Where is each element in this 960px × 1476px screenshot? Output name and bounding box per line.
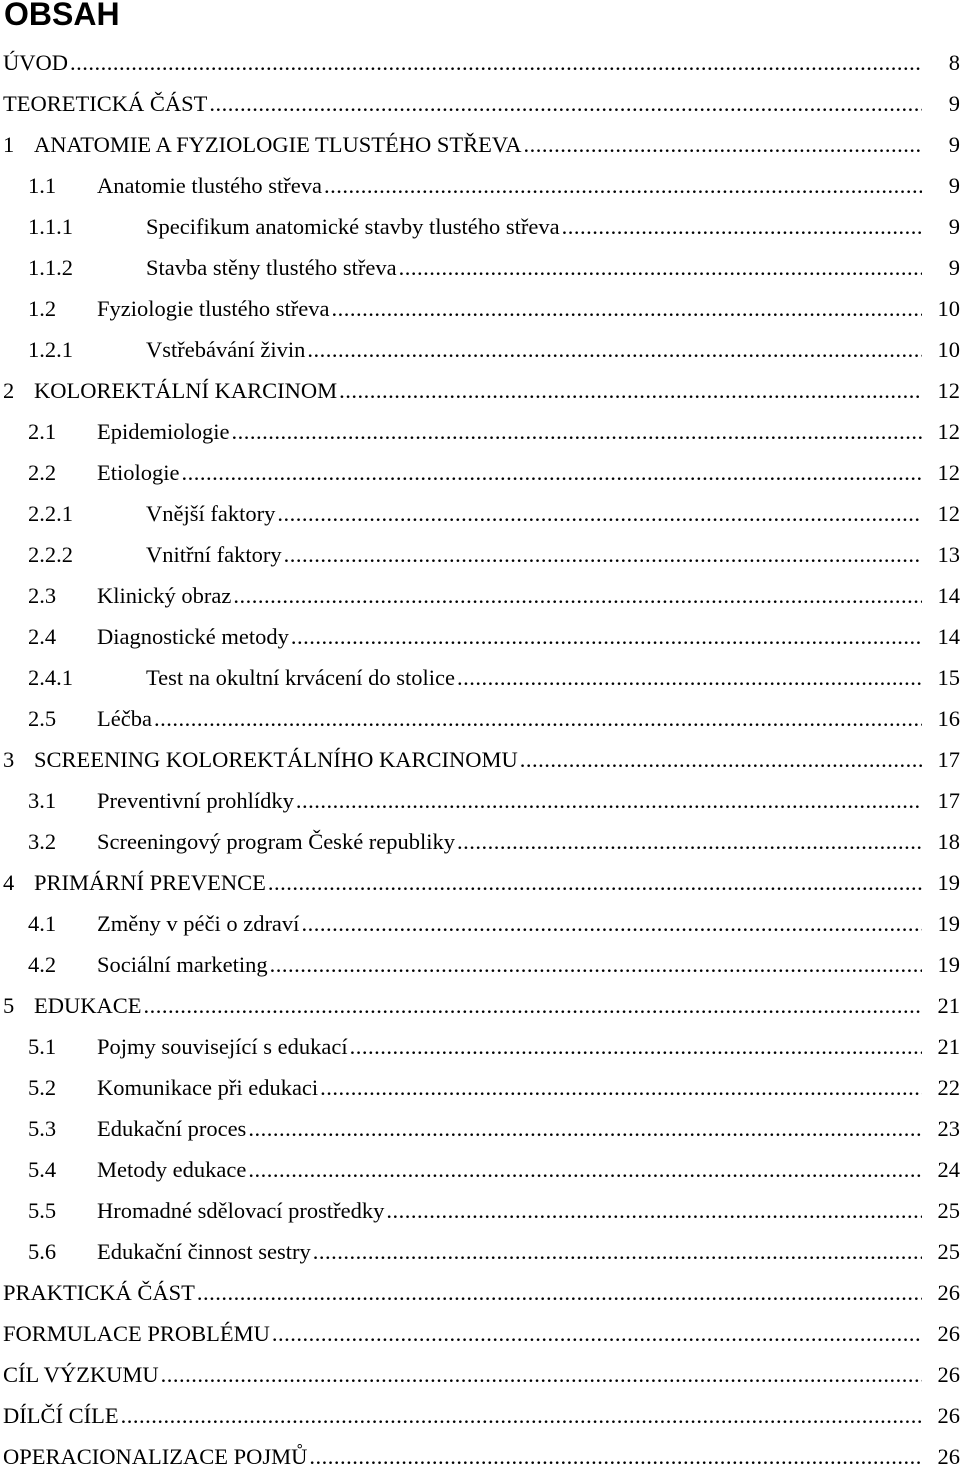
toc-entry-label: Komunikace při edukaci	[97, 1073, 320, 1103]
toc-entry-label: Stavba stěny tlustého střeva	[146, 253, 399, 283]
toc-entry-label: Diagnostické metody	[97, 622, 291, 652]
toc-entry-label: EDUKACE	[34, 991, 144, 1021]
dot-leader	[272, 1319, 922, 1349]
toc-entry-page-number: 12	[937, 460, 960, 485]
toc-entry-page-number: 14	[937, 624, 960, 649]
toc-entry[interactable]	[0, 458, 960, 488]
toc-entry-leader	[3, 1319, 922, 1349]
toc-entry-page-number: 21	[937, 1034, 960, 1059]
dot-leader	[309, 1442, 922, 1472]
toc-entry-leader	[97, 171, 922, 201]
toc-entry-number: 5.5	[28, 1198, 57, 1223]
toc-entry-leader	[146, 335, 922, 365]
dot-leader	[313, 1237, 922, 1267]
toc-entry-page-number: 9	[948, 91, 960, 116]
toc-entry-label: OPERACIONALIZACE POJMŮ	[3, 1442, 309, 1472]
dot-leader	[301, 909, 922, 939]
toc-entry-page-number: 12	[937, 378, 960, 403]
toc-entry-number: 2.4	[28, 624, 57, 649]
toc-entry-page-number: 9	[948, 173, 960, 198]
toc-entry-leader	[97, 827, 922, 857]
toc-entry-leader	[97, 909, 922, 939]
dot-leader	[291, 622, 922, 652]
toc-entry-leader	[146, 540, 922, 570]
toc-entry-leader	[3, 1360, 922, 1390]
toc-entry[interactable]	[0, 868, 960, 898]
dot-leader	[277, 499, 922, 529]
toc-entry-number: 2.2.1	[28, 501, 73, 526]
toc-entry-page-number: 18	[937, 829, 960, 854]
toc-entry-label: Anatomie tlustého střeva	[97, 171, 324, 201]
toc-entry-leader	[146, 663, 922, 693]
toc-entry-leader	[97, 1155, 922, 1185]
toc-entry-label: SCREENING KOLOREKTÁLNÍHO KARCINOMU	[34, 745, 520, 775]
toc-entry-leader	[34, 130, 922, 160]
dot-leader	[231, 417, 922, 447]
toc-entry-number: 1.2.1	[28, 337, 73, 362]
toc-entry-label: Edukační činnost sestry	[97, 1237, 313, 1267]
dot-leader	[296, 786, 922, 816]
toc-entry-page-number: 12	[937, 419, 960, 444]
toc-entry-leader	[3, 1442, 922, 1472]
toc-entry-leader	[3, 1401, 922, 1431]
toc-entry-number: 5.3	[28, 1116, 57, 1141]
dot-leader	[144, 991, 923, 1021]
toc-entry-number: 1.1.1	[28, 214, 73, 239]
toc-entry[interactable]	[0, 499, 960, 529]
toc-entry-label: Specifikum anatomické stavby tlustého střeva	[146, 212, 562, 242]
toc-entry-label: PRIMÁRNÍ PREVENCE	[34, 868, 268, 898]
dot-leader	[270, 950, 922, 980]
dot-leader	[524, 130, 922, 160]
toc-entry[interactable]	[0, 1401, 960, 1431]
toc-entry-number: 3.2	[28, 829, 57, 854]
toc-entry-page-number: 17	[937, 747, 960, 772]
toc-entry-leader	[97, 1237, 922, 1267]
toc-entry-leader	[146, 212, 922, 242]
toc-entry-label: ANATOMIE A FYZIOLOGIE TLUSTÉHO STŘEVA	[34, 130, 524, 160]
toc-entry-leader	[97, 294, 922, 324]
toc-entry[interactable]	[0, 294, 960, 324]
toc-entry[interactable]	[0, 1442, 960, 1472]
toc-entry[interactable]	[0, 376, 960, 406]
toc-entry-number: 1	[3, 132, 15, 157]
toc-entry-number: 3	[3, 747, 15, 772]
toc-entry-number: 5.6	[28, 1239, 57, 1264]
toc-entry-leader	[97, 417, 922, 447]
toc-entry-label: Screeningový program České republiky	[97, 827, 457, 857]
toc-entry-page-number: 9	[948, 132, 960, 157]
toc-entry-number: 1.1	[28, 173, 57, 198]
dot-leader	[121, 1401, 922, 1431]
toc-entry[interactable]	[0, 704, 960, 734]
toc-entry-label: Léčba	[97, 704, 154, 734]
dot-leader	[386, 1196, 922, 1226]
dot-leader	[457, 827, 922, 857]
toc-entry-label: Metody edukace	[97, 1155, 248, 1185]
dot-leader	[320, 1073, 922, 1103]
toc-entry-label: FORMULACE PROBLÉMU	[3, 1319, 272, 1349]
toc-entry-number: 4.2	[28, 952, 57, 977]
toc-entry[interactable]	[0, 1196, 960, 1226]
toc-entry-label: KOLOREKTÁLNÍ KARCINOM	[34, 376, 339, 406]
toc-entry-leader	[97, 1114, 922, 1144]
toc-entry[interactable]	[0, 1155, 960, 1185]
toc-entry-leader	[34, 745, 922, 775]
toc-entry[interactable]	[0, 581, 960, 611]
toc-entry-label: ÚVOD	[3, 48, 70, 78]
toc-entry-page-number: 19	[937, 952, 960, 977]
dot-leader	[268, 868, 922, 898]
toc-entry-number: 2.4.1	[28, 665, 73, 690]
toc-entry[interactable]	[0, 89, 960, 119]
toc-entry[interactable]	[0, 622, 960, 652]
toc-entry-page-number: 25	[937, 1198, 960, 1223]
toc-entry-page-number: 13	[937, 542, 960, 567]
toc-entry-leader	[97, 458, 922, 488]
toc-entry[interactable]	[0, 417, 960, 447]
toc-entry[interactable]	[0, 130, 960, 160]
toc-entry-leader	[97, 1196, 922, 1226]
dot-leader	[307, 335, 922, 365]
toc-entry[interactable]	[0, 827, 960, 857]
toc-entry-leader	[97, 622, 922, 652]
toc-entry-leader	[97, 950, 922, 980]
toc-entry-page-number: 26	[937, 1280, 960, 1305]
toc-entry-leader	[3, 48, 922, 78]
toc-entry-page-number: 14	[937, 583, 960, 608]
toc-entry[interactable]	[0, 212, 960, 242]
dot-leader	[339, 376, 922, 406]
toc-entry-page-number: 26	[937, 1403, 960, 1428]
toc-entry-number: 1.1.2	[28, 255, 73, 280]
toc-entry-page-number: 25	[937, 1239, 960, 1264]
toc-entry-label: Fyziologie tlustého střeva	[97, 294, 331, 324]
toc-entry-label: TEORETICKÁ ČÁST	[3, 89, 209, 119]
toc-entry[interactable]	[0, 1237, 960, 1267]
toc-entry-leader	[34, 868, 922, 898]
dot-leader	[161, 1360, 922, 1390]
dot-leader	[457, 663, 922, 693]
toc-entry-page-number: 21	[937, 993, 960, 1018]
toc-entry-number: 5	[3, 993, 15, 1018]
toc-entry-label: Změny v péči o zdraví	[97, 909, 301, 939]
toc-entry[interactable]	[0, 253, 960, 283]
toc-entry-label: Vnitřní faktory	[146, 540, 284, 570]
toc-entry-number: 1.2	[28, 296, 57, 321]
dot-leader	[248, 1155, 922, 1185]
dot-leader	[209, 89, 922, 119]
toc-entry-page-number: 17	[937, 788, 960, 813]
toc-entry-page-number: 9	[948, 214, 960, 239]
dot-leader	[248, 1114, 922, 1144]
toc-entry[interactable]	[0, 786, 960, 816]
toc-entry-number: 5.1	[28, 1034, 57, 1059]
toc-entry-page-number: 9	[948, 255, 960, 280]
toc-entry-leader	[146, 499, 922, 529]
toc-entry-label: Preventivní prohlídky	[97, 786, 296, 816]
toc-entry-number: 2.2.2	[28, 542, 73, 567]
toc-entry-label: Vstřebávání živin	[146, 335, 307, 365]
toc-entry-leader	[97, 1073, 922, 1103]
toc-entry-label: Test na okultní krvácení do stolice	[146, 663, 457, 693]
toc-entry-label: PRAKTICKÁ ČÁST	[3, 1278, 197, 1308]
dot-leader	[399, 253, 922, 283]
page-title: OBSAH	[4, 0, 120, 32]
dot-leader	[331, 294, 922, 324]
toc-entry-leader	[34, 376, 922, 406]
toc-entry[interactable]	[0, 991, 960, 1021]
toc-entry-number: 4.1	[28, 911, 57, 936]
toc-entry-number: 2.5	[28, 706, 57, 731]
toc-entry-leader	[97, 704, 922, 734]
toc-entry-page-number: 22	[937, 1075, 960, 1100]
dot-leader	[182, 458, 923, 488]
toc-entry[interactable]	[0, 909, 960, 939]
toc-entry[interactable]	[0, 1278, 960, 1308]
toc-entry[interactable]	[0, 540, 960, 570]
dot-leader	[324, 171, 922, 201]
toc-entry-leader	[97, 581, 922, 611]
toc-entry[interactable]	[0, 335, 960, 365]
toc-entry[interactable]	[0, 1032, 960, 1062]
toc-entry-page-number: 8	[948, 50, 960, 75]
toc-entry-number: 4	[3, 870, 15, 895]
dot-leader	[284, 540, 922, 570]
toc-entry-page-number: 26	[937, 1321, 960, 1346]
dot-leader	[154, 704, 922, 734]
toc-entry-label: Hromadné sdělovací prostředky	[97, 1196, 386, 1226]
toc-entry-page-number: 12	[937, 501, 960, 526]
toc-entry-number: 5.4	[28, 1157, 57, 1182]
toc-entry-page-number: 16	[937, 706, 960, 731]
toc-entry-label: Edukační proces	[97, 1114, 248, 1144]
toc-entry-page-number: 10	[937, 337, 960, 362]
dot-leader	[233, 581, 922, 611]
toc-entry-number: 3.1	[28, 788, 57, 813]
toc-entry-page-number: 19	[937, 870, 960, 895]
toc-entry[interactable]	[0, 171, 960, 201]
dot-leader	[520, 745, 922, 775]
toc-entry-page-number: 23	[937, 1116, 960, 1141]
toc-entry-label: CÍL VÝZKUMU	[3, 1360, 161, 1390]
toc-entry-label: Epidemiologie	[97, 417, 231, 447]
toc-entry[interactable]	[0, 1319, 960, 1349]
toc-entry[interactable]	[0, 663, 960, 693]
toc-entry[interactable]	[0, 1073, 960, 1103]
toc-entry-leader	[34, 991, 922, 1021]
toc-entry-label: DÍLČÍ CÍLE	[3, 1401, 121, 1431]
toc-entry-label: Pojmy související s edukací	[97, 1032, 350, 1062]
toc-entry-page-number: 26	[937, 1444, 960, 1469]
dot-leader	[562, 212, 922, 242]
toc-entry-leader	[3, 1278, 922, 1308]
toc-entry-leader	[97, 786, 922, 816]
toc-entry[interactable]	[0, 1360, 960, 1390]
toc-entry-number: 2	[3, 378, 15, 403]
toc-entry-page-number: 15	[937, 665, 960, 690]
toc-entry-page-number: 26	[937, 1362, 960, 1387]
toc-entry[interactable]	[0, 745, 960, 775]
toc-entry-page-number: 19	[937, 911, 960, 936]
toc-entry-number: 2.3	[28, 583, 57, 608]
toc-entry-leader	[97, 1032, 922, 1062]
toc-entry[interactable]	[0, 48, 960, 78]
dot-leader	[197, 1278, 922, 1308]
toc-entry-page-number: 24	[937, 1157, 960, 1182]
toc-entry-leader	[3, 89, 922, 119]
dot-leader	[70, 48, 922, 78]
toc-entry-label: Sociální marketing	[97, 950, 270, 980]
toc-entry-number: 5.2	[28, 1075, 57, 1100]
toc-entry-label: Etiologie	[97, 458, 182, 488]
toc-entry[interactable]	[0, 950, 960, 980]
dot-leader	[350, 1032, 922, 1062]
toc-entry[interactable]	[0, 1114, 960, 1144]
toc-entry-number: 2.1	[28, 419, 57, 444]
toc-entry-page-number: 10	[937, 296, 960, 321]
toc-entry-leader	[146, 253, 922, 283]
toc-entry-label: Vnější faktory	[146, 499, 277, 529]
toc-entry-label: Klinický obraz	[97, 581, 233, 611]
toc-entry-number: 2.2	[28, 460, 57, 485]
